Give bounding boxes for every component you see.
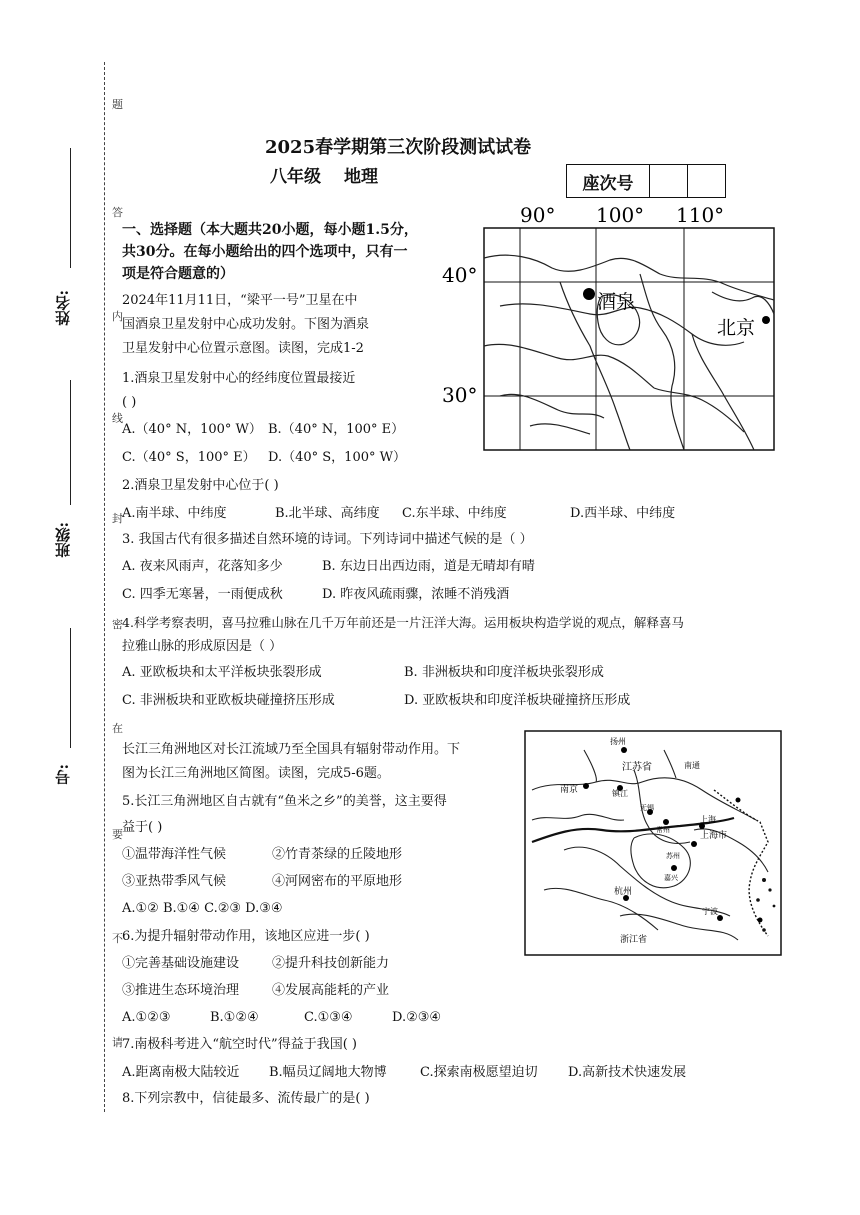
province-boundaries bbox=[484, 255, 774, 450]
place-label: 上海 bbox=[700, 815, 716, 824]
question-stem: 3. 我国古代有很多描述自然环境的诗词。下列诗词中描述气候的是（ ） bbox=[122, 532, 533, 547]
lat-label: 30° bbox=[442, 383, 478, 407]
intro-text: 国酒泉卫星发射中心成功发射。下图为酒泉 bbox=[122, 317, 370, 332]
intro-text: 图为长江三角洲地区简图。读图，完成5-6题。 bbox=[122, 766, 390, 781]
seat-cell[interactable] bbox=[688, 165, 725, 197]
place-label: 扬州 bbox=[610, 737, 626, 746]
option[interactable]: C. 非洲板块和亚欧板块碰撞挤压形成 bbox=[122, 693, 335, 708]
intro-text: 2024年11月11日，“梁平一号”卫星在中 bbox=[122, 293, 358, 308]
section-heading: 共30分。在每小题给出的四个选项中，只有一 bbox=[122, 244, 408, 260]
option[interactable]: D.（40° S，100° W） bbox=[268, 450, 406, 465]
place-label: 南通 bbox=[684, 761, 700, 770]
option[interactable]: D.②③④ bbox=[392, 1010, 442, 1025]
seal-char: 题 bbox=[112, 98, 123, 111]
statement-item: ④河网密布的平原地形 bbox=[272, 874, 403, 889]
class-write-line[interactable] bbox=[70, 380, 71, 505]
beijing-marker bbox=[762, 316, 770, 324]
place-label: 江苏省 bbox=[622, 762, 652, 773]
question-stem: 5.长江三角洲地区自古就有“鱼米之乡”的美誉，这主要得 bbox=[122, 794, 447, 809]
jiuquan-marker bbox=[583, 288, 595, 300]
section-heading: 一、选择题（本大题共20小题，每小题1.5分， bbox=[122, 222, 418, 238]
place-label: 苏州 bbox=[666, 852, 680, 860]
statement-item: ④发展高能耗的产业 bbox=[272, 983, 390, 998]
place-label: 常州 bbox=[656, 826, 670, 834]
seal-char: 要 bbox=[112, 828, 123, 841]
number-label: 号: bbox=[54, 764, 72, 785]
option[interactable]: D. 昨夜风疏雨骤，浓睡不消残酒 bbox=[322, 587, 510, 602]
seal-char: 内 bbox=[112, 310, 123, 323]
lat-label: 40° bbox=[442, 263, 478, 287]
option[interactable]: B. 非洲板块和印度洋板块张裂形成 bbox=[404, 665, 604, 680]
option[interactable]: A.距离南极大陆较近 bbox=[122, 1065, 240, 1080]
option[interactable]: B.幅员辽阔地大物博 bbox=[269, 1065, 387, 1080]
option[interactable]: C.①③④ bbox=[304, 1010, 353, 1025]
statement-item: ②竹青茶绿的丘陵地形 bbox=[272, 847, 403, 862]
option[interactable]: C.探索南极愿望迫切 bbox=[420, 1065, 538, 1080]
map-frame bbox=[484, 228, 774, 450]
place-label: 宁波 bbox=[702, 907, 718, 916]
seal-char: 封 bbox=[112, 512, 123, 525]
question-stem: 拉雅山脉的形成原因是（ ） bbox=[122, 639, 283, 654]
option[interactable]: B.北半球、高纬度 bbox=[275, 506, 380, 521]
option[interactable]: B.①②④ bbox=[210, 1010, 259, 1025]
intro-text: 长江三角洲地区对长江流域乃至全国具有辐射带动作用。下 bbox=[122, 742, 461, 757]
seal-char: 密 bbox=[112, 618, 123, 631]
statement-item: ③推进生态环境治理 bbox=[122, 983, 240, 998]
option[interactable]: A.南半球、中纬度 bbox=[122, 506, 227, 521]
place-label: 浙江省 bbox=[620, 935, 648, 945]
map-frame bbox=[525, 731, 781, 955]
statement-item: ①完善基础设施建设 bbox=[122, 956, 240, 971]
page-title: 2025春学期第三次阶段测试试卷 bbox=[265, 137, 532, 158]
name-write-line[interactable] bbox=[70, 148, 71, 268]
number-write-line[interactable] bbox=[70, 628, 71, 748]
lon-label: 90° bbox=[520, 203, 556, 227]
jiuquan-location-map bbox=[440, 196, 780, 458]
place-label: 镇江 bbox=[612, 789, 628, 798]
seal-char: 答 bbox=[112, 206, 123, 219]
option[interactable]: B.（40° N，100° E） bbox=[268, 422, 405, 437]
question-stem: 2.酒泉卫星发射中心位于( ) bbox=[122, 478, 279, 493]
section-heading: 项是符合题意的） bbox=[122, 266, 234, 282]
question-stem: 6.为提升辐射带动作用，该地区应进一步( ) bbox=[122, 929, 370, 944]
question-stem: 益于( ) bbox=[122, 820, 163, 835]
option[interactable]: D.高新技术快速发展 bbox=[568, 1065, 687, 1080]
option[interactable]: C. 四季无寒暑，一雨便成秋 bbox=[122, 587, 283, 602]
question-stem: 1.酒泉卫星发射中心的经纬度位置最接近 bbox=[122, 371, 356, 386]
option[interactable]: A. 亚欧板块和太平洋板块张裂形成 bbox=[122, 665, 322, 680]
seal-char: 在 bbox=[112, 722, 123, 735]
option-row[interactable]: A.①② B.①④ C.②③ D.③④ bbox=[122, 901, 283, 916]
option[interactable]: C.东半球、中纬度 bbox=[402, 506, 507, 521]
option[interactable]: A.①②③ bbox=[122, 1010, 171, 1025]
place-label: 北京 bbox=[717, 317, 756, 339]
seat-label: 座次号 bbox=[567, 165, 650, 197]
yangtze-delta-map bbox=[524, 730, 784, 958]
seat-number-box bbox=[566, 164, 726, 198]
lon-label: 100° bbox=[596, 203, 645, 227]
question-stem: 4.科学考察表明，喜马拉雅山脉在几千万年前还是一片汪洋大海。运用板块构造学说的观点，解释喜马 bbox=[122, 615, 684, 630]
statement-item: ①温带海洋性气候 bbox=[122, 847, 227, 862]
answer-paren: ( ) bbox=[122, 395, 137, 410]
place-label: 杭州 bbox=[614, 887, 633, 897]
option[interactable]: D.西半球、中纬度 bbox=[570, 506, 676, 521]
place-label: 无锡 bbox=[640, 804, 654, 812]
seat-cell[interactable] bbox=[650, 165, 688, 197]
place-label: 南京 bbox=[560, 785, 579, 795]
lon-label: 110° bbox=[676, 203, 725, 227]
question-stem: 7.南极科考进入“航空时代”得益于我国( ) bbox=[122, 1037, 357, 1052]
place-label: 酒泉 bbox=[597, 291, 636, 313]
intro-text: 卫星发射中心位置示意图。读图，完成1-2 bbox=[122, 341, 364, 356]
statement-item: ③亚热带季风气候 bbox=[122, 874, 227, 889]
option[interactable]: A. 夜来风雨声，花落知多少 bbox=[122, 559, 283, 574]
class-label: 班级: bbox=[54, 522, 72, 558]
seal-char: 线 bbox=[112, 412, 123, 425]
option[interactable]: A.（40° N，100° W） bbox=[122, 422, 262, 437]
seal-char: 请 bbox=[112, 1036, 123, 1049]
seal-char: 不 bbox=[112, 932, 123, 945]
option[interactable]: C.（40° S，100° E） bbox=[122, 450, 256, 465]
name-label: 姓名: bbox=[54, 290, 72, 326]
place-label: 上海市 bbox=[700, 831, 728, 841]
place-label: 嘉兴 bbox=[664, 874, 678, 882]
option[interactable]: D. 亚欧板块和印度洋板块碰撞挤压形成 bbox=[404, 693, 631, 708]
question-stem: 8.下列宗教中，信徒最多、流传最广的是( ) bbox=[122, 1091, 370, 1106]
seal-dashed-line bbox=[104, 62, 105, 1112]
statement-item: ②提升科技创新能力 bbox=[272, 956, 390, 971]
grade-label: 八年级 bbox=[270, 167, 321, 187]
subject-label: 地理 bbox=[344, 167, 378, 187]
option[interactable]: B. 东边日出西边雨，道是无晴却有晴 bbox=[322, 559, 535, 574]
